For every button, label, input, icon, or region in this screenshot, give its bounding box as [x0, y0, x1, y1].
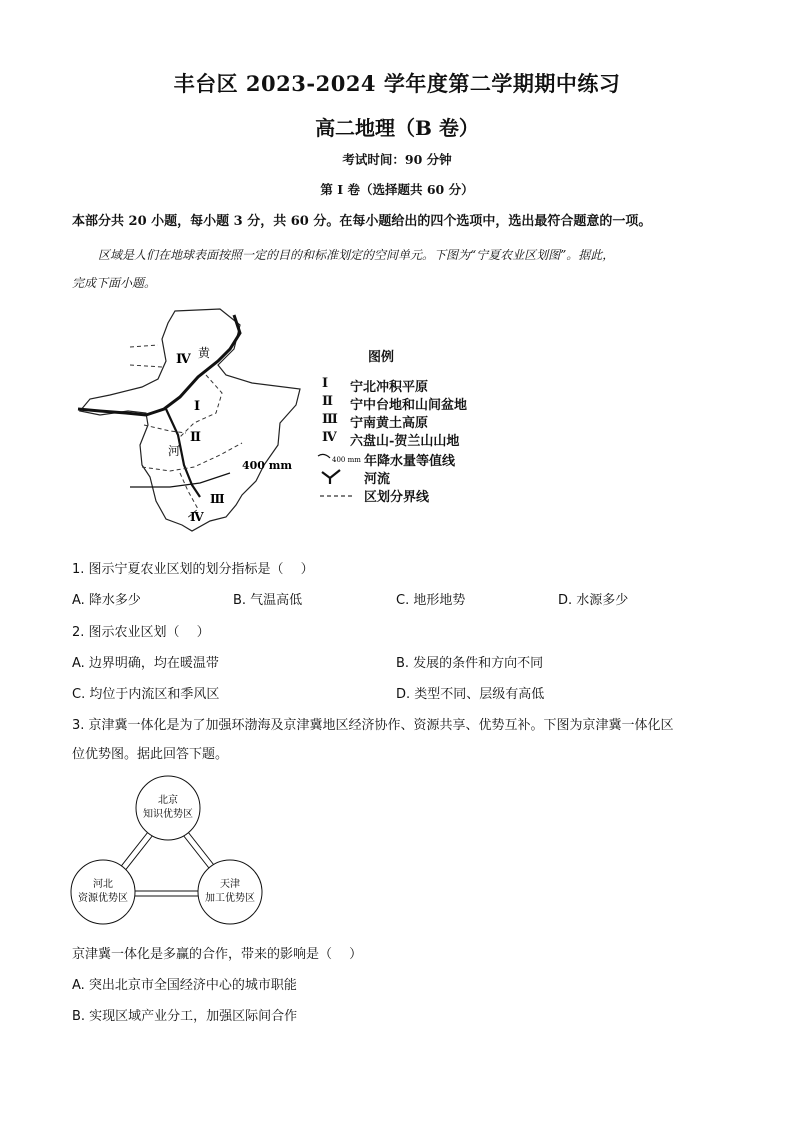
legend-symbol-iii: Ⅲ: [322, 412, 338, 427]
legend-symbol-ii: Ⅱ: [322, 394, 333, 409]
river-label-huang: 黄: [198, 346, 211, 360]
beijing-label-1: 北京: [158, 795, 178, 806]
legend-symbol-iv: Ⅳ: [322, 430, 337, 445]
jingjinji-diagram: [70, 772, 270, 922]
legend-text-iv: 六盘山-贺兰山山地: [350, 434, 460, 449]
boundary-line: [144, 425, 186, 433]
beijing-circle: [136, 776, 200, 840]
boundary-line: [130, 345, 162, 367]
question-1-option-a[interactable]: A. 降水多少: [72, 593, 141, 608]
question-1-stem: 1. 图示宁夏农业区划的划分指标是（ ）: [72, 562, 314, 577]
question-3-option-a[interactable]: A. 突出北京市全国经济中心的城市职能: [72, 978, 297, 993]
region-label-iv-north: Ⅳ: [176, 352, 191, 367]
question-1-option-c[interactable]: C. 地形地势: [396, 593, 466, 608]
river-label-he: 河: [168, 444, 181, 458]
question-2-option-a[interactable]: A. 边界明确，均在暖温带: [72, 656, 219, 671]
question-1-option-d[interactable]: D. 水源多少: [558, 593, 629, 608]
intro-line-2: 完成下面小题。: [72, 276, 157, 290]
yellow-river: [78, 315, 240, 415]
region-label-ii: Ⅱ: [190, 430, 201, 445]
page-subtitle: 高二地理（B 卷）: [315, 116, 479, 140]
tianjin-label-2: 加工优势区: [205, 893, 255, 904]
legend-text-ii: 宁中台地和山间盆地: [350, 398, 468, 413]
intro-line-1: 区域是人们在地球表面按照一定的目的和标准划定的空间单元。下图为“宁夏农业区划图”。据此，: [98, 248, 615, 262]
question-2-stem: 2. 图示农业区划（ ）: [72, 625, 210, 640]
question-2-option-b[interactable]: B. 发展的条件和方向不同: [396, 656, 544, 671]
hebei-circle: [71, 860, 135, 924]
instructions: 本部分共 20 小题，每小题 3 分，共 60 分。在每小题给出的四个选项中，选出最符合题意的一项。: [72, 214, 652, 229]
tianjin-circle: [198, 860, 262, 924]
question-3-line-2: 位优势图。据此回答下题。: [72, 747, 229, 762]
question-3-option-b[interactable]: B. 实现区域产业分工，加强区际间合作: [72, 1009, 298, 1024]
region-label-iii: Ⅲ: [210, 492, 225, 506]
question-3-line-1: 3. 京津冀一体化是为了加强环渤海及京津冀地区经济协作、资源共享、优势互补。下图为京津冀一体化区: [72, 718, 674, 733]
legend-text-i: 宁北冲积平原: [350, 380, 429, 395]
legend-title: 图例: [368, 350, 395, 365]
legend-symbols: [316, 450, 362, 502]
hebei-label-2: 资源优势区: [78, 893, 128, 904]
question-1-option-b[interactable]: B. 气温高低: [233, 593, 303, 608]
map-outline: [80, 309, 300, 531]
legend-isoline-symbol: [318, 454, 330, 458]
question-2-option-d[interactable]: D. 类型不同、层级有高低: [396, 687, 545, 702]
isoline-label: 400 mm: [242, 459, 293, 472]
boundary-line: [142, 443, 242, 471]
region-label-iv-south: Ⅳ: [190, 510, 204, 524]
exam-time: 考试时间：90 分钟: [342, 152, 452, 167]
region-label-i: Ⅰ: [194, 399, 201, 414]
tianjin-label-1: 天津: [220, 879, 240, 890]
hebei-label-1: 河北: [93, 879, 113, 890]
legend-symbol-i: Ⅰ: [322, 376, 329, 391]
legend-isoline-sample: 400 mm: [332, 456, 361, 464]
boundary-line: [180, 375, 222, 437]
beijing-label-2: 知识优势区: [143, 809, 193, 820]
legend-boundary-text: 区划分界线: [364, 490, 430, 505]
question-3-stem: 京津冀一体化是多赢的合作，带来的影响是（ ）: [72, 947, 363, 962]
question-2-option-c[interactable]: C. 均位于内流区和季风区: [72, 687, 220, 702]
page-title: 丰台区 2023-2024 学年度第二学期期中练习: [173, 71, 621, 96]
legend-text-iii: 宁南黄土高原: [350, 416, 429, 431]
ningxia-map: [70, 305, 293, 545]
legend-isoline-text: 年降水量等值线: [364, 454, 456, 469]
section-heading: 第 I 卷（选择题共 60 分）: [320, 182, 474, 197]
legend-river-text: 河流: [364, 472, 391, 487]
isoline-400mm: [130, 473, 230, 487]
legend-river-symbol: [322, 470, 340, 484]
